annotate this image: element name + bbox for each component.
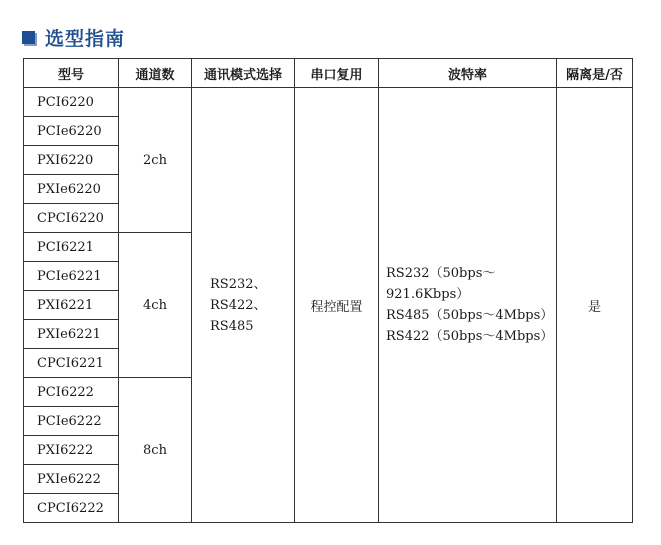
- header-channels: 通道数: [119, 59, 192, 88]
- isolation-cell: 是: [557, 88, 633, 523]
- baud-line: RS485（50bps～4Mbps）: [386, 308, 554, 323]
- model-cell: PCI6220: [24, 88, 119, 117]
- comm-mode-line: RS422、: [210, 297, 267, 313]
- channels-cell: 2ch: [119, 88, 192, 233]
- model-cell: PXIe6222: [24, 465, 119, 494]
- section-title-text: 选型指南: [45, 27, 126, 50]
- model-cell: CPCI6221: [24, 349, 119, 378]
- model-cell: PCIe6221: [24, 262, 119, 291]
- model-cell: PXIe6221: [24, 320, 119, 349]
- table-row: [24, 88, 633, 117]
- header-isolation: 隔离是/否: [557, 59, 633, 88]
- model-cell: PCI6222: [24, 378, 119, 407]
- baud-line: RS232（50bps～921.6Kbps）: [386, 266, 496, 302]
- model-cell: PCIe6222: [24, 407, 119, 436]
- model-cell: PCI6221: [24, 233, 119, 262]
- baud-line: RS422（50bps～4Mbps）: [386, 329, 554, 344]
- model-cell: PXI6220: [24, 146, 119, 175]
- model-cell: PXI6222: [24, 436, 119, 465]
- comm-mode-line: RS485: [210, 318, 254, 334]
- channels-cell: 8ch: [119, 378, 192, 523]
- baud-cell: [379, 88, 557, 523]
- header-model: 型号: [24, 59, 119, 88]
- comm-mode-cell: [192, 88, 295, 523]
- section-title: [22, 22, 125, 52]
- header-serial-mux: 串口复用: [295, 59, 379, 88]
- model-cell: PCIe6220: [24, 117, 119, 146]
- comm-mode-line: RS232、: [210, 276, 267, 292]
- model-cell: PXIe6220: [24, 175, 119, 204]
- table-header-row: [24, 59, 633, 88]
- channels-cell: 4ch: [119, 233, 192, 378]
- header-comm-mode: 通讯模式选择: [192, 59, 295, 88]
- serial-mux-cell: 程控配置: [295, 88, 379, 523]
- model-cell: PXI6221: [24, 291, 119, 320]
- header-baud: 波特率: [379, 59, 557, 88]
- selection-guide-table: [23, 58, 633, 523]
- model-cell: CPCI6222: [24, 494, 119, 523]
- model-cell: CPCI6220: [24, 204, 119, 233]
- bullet-square-icon: [22, 31, 35, 44]
